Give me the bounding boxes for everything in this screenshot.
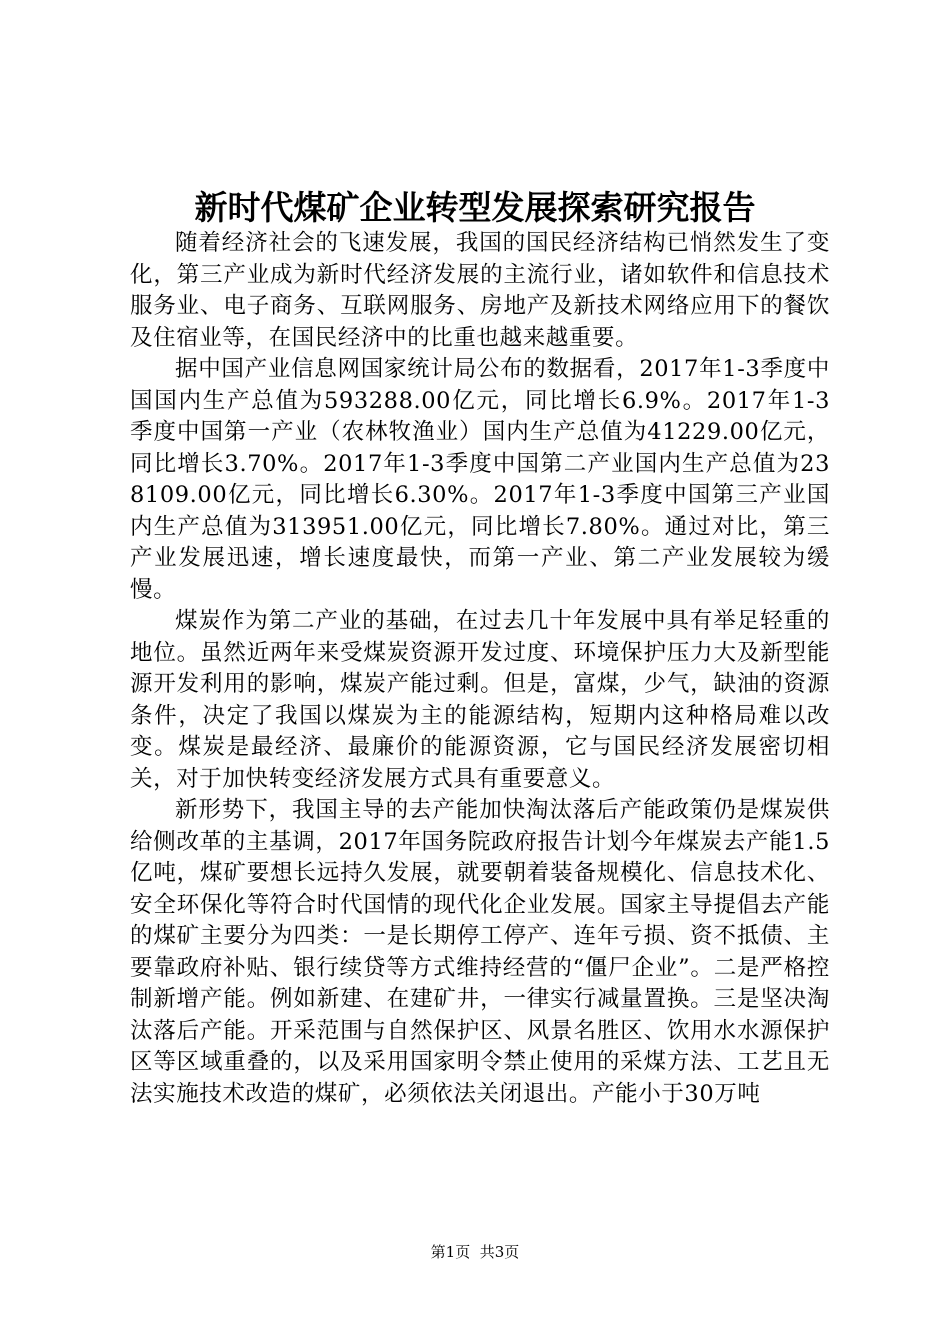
page-footer — [0, 1241, 950, 1263]
paragraph-3: 煤炭作为第二产业的基础，在过去几十年发展中具有举足轻重的地位。虽然近两年来受煤炭资源开发过度、环境保护压力大及新型能源开发利用的影响，煤炭产能过剩。但是，富煤，少气，缺油的资源条件，决定了我国以煤炭为主的能源结构，短期内这种格局难以改变。煤炭是最经济、最廉价的能源资源，它与国民经济发展密切相关，对于加快转变经济发展方式具有重要意义。 — [130, 608, 830, 792]
document-body — [130, 228, 830, 1110]
document-title: 新时代煤矿企业转型发展探索研究报告 — [194, 188, 756, 227]
paragraph-4: 新形势下，我国主导的去产能加快淘汰落后产能政策仍是煤炭供给侧改革的主基调，2017年国务院政府报告计划今年煤炭去产能1.5亿吨，煤矿要想长远持久发展，就要朝着装备规模化、信息技术化、安全环保化等符合时代国情的现代化企业发展。国家主导提倡去产能的煤矿主要分为四类：一是长期停工停产、连年亏损、资不抵债、主要靠政府补贴、银行续贷等方式维持经营的“僵尸企业”。二是严格控制新增产能。例如新建、在建矿井，一律实行减量置换。三是坚决淘汰落后产能。开采范围与自然保护区、风景名胜区、饮用水水源保护区等区域重叠的，以及采用国家明令禁止使用的采煤方法、工艺且无法实施技术改造的煤矿，必须依法关闭退出。产能小于30万吨 — [130, 797, 830, 1107]
page-number: 第1页 — [430, 1243, 471, 1261]
paragraph-1: 随着经济社会的飞速发展，我国的国民经济结构已悄然发生了变化，第三产业成为新时代经济发展的主流行业，诸如软件和信息技术服务业、电子商务、互联网服务、房地产及新技术网络应用下的餐饮及住宿业等，在国民经济中的比重也越来越重要。 — [130, 230, 830, 351]
footer-separator — [470, 1243, 480, 1261]
paragraph-2: 据中国产业信息网国家统计局公布的数据看，2017年1-3季度中国国内生产总值为593288.00亿元，同比增长6.9%。2017年1-3季度中国第一产业（农林牧渔业）国内生产总值为41229.00亿元，同比增长3.70%。2017年1-3季度中国第二产业国内生产总值为238109.00亿元，同比增长6.30%。2017年1-3季度中国第三产业国内生产总值为313951.00亿元，同比增长7.80%。通过对比，第三产业发展迅速，增长速度最快，而第一产业、第二产业发展较为缓慢。 — [130, 356, 830, 603]
page-total: 共3页 — [479, 1243, 520, 1261]
